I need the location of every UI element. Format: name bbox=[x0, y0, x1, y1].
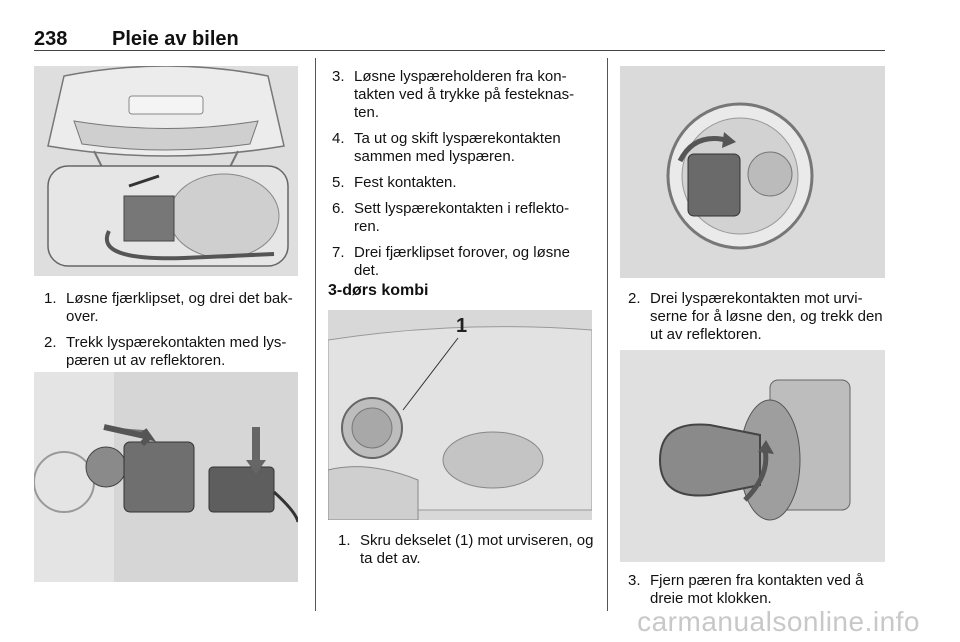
page-title: Pleie av bilen bbox=[112, 28, 239, 50]
list-item bbox=[332, 200, 594, 236]
steps-col2 bbox=[332, 68, 594, 288]
step-number: 6. bbox=[332, 200, 345, 217]
list-item bbox=[332, 130, 594, 166]
list-item bbox=[628, 290, 886, 344]
step-number: 2. bbox=[628, 290, 641, 307]
step-number: 1. bbox=[338, 532, 351, 549]
steps-col3 bbox=[628, 290, 886, 352]
steps-col2-b bbox=[338, 532, 594, 576]
header-rule bbox=[34, 50, 885, 51]
figure-bulb-connector-removal bbox=[34, 372, 298, 582]
list-item bbox=[332, 68, 594, 122]
step-text: Løsne fjærklipset, og drei det bak-over. bbox=[66, 290, 293, 325]
step-text: Drei lyspærekontakten mot urvi-serne for å løsne den, og trekk den ut av reflektoren. bbox=[650, 290, 883, 343]
list-item bbox=[628, 572, 886, 608]
watermark: carmanualsonline.info bbox=[637, 606, 920, 637]
step-text: Sett lyspærekontakten i reflekto-ren. bbox=[354, 200, 570, 235]
steps-col1 bbox=[44, 290, 300, 378]
list-item bbox=[332, 244, 594, 280]
step-text: Løsne lyspæreholderen fra kon-takten ved å trykke på festeknas-ten. bbox=[354, 68, 575, 121]
step-text: Ta ut og skift lyspærekontakten sammen med lyspæren. bbox=[354, 130, 561, 165]
step-number: 5. bbox=[332, 174, 345, 191]
step-text: Fjern pæren fra kontakten ved å dreie mot klokken. bbox=[650, 572, 864, 607]
list-item bbox=[332, 174, 594, 192]
figure-bulb-socket-rotate bbox=[620, 66, 885, 278]
figure-callout: 1 bbox=[456, 315, 468, 337]
figure-bulb-removal bbox=[620, 350, 885, 562]
step-number: 2. bbox=[44, 334, 57, 351]
step-number: 4. bbox=[332, 130, 345, 147]
figure-headlamp-cover bbox=[328, 310, 592, 520]
step-number: 7. bbox=[332, 244, 345, 261]
list-item bbox=[44, 290, 300, 326]
column-divider-2 bbox=[607, 58, 608, 611]
column-divider-1 bbox=[315, 58, 316, 611]
step-number: 1. bbox=[44, 290, 57, 307]
page-number: 238 bbox=[34, 28, 68, 50]
figure-car-front-headlamp bbox=[34, 66, 298, 276]
step-text: Fest kontakten. bbox=[354, 174, 457, 191]
step-text: Trekk lyspærekontakten med lys-pæren ut av reflektoren. bbox=[66, 334, 287, 369]
list-item bbox=[338, 532, 594, 568]
step-number: 3. bbox=[628, 572, 641, 589]
step-text: Drei fjærklipset forover, og løsne det. bbox=[354, 244, 570, 279]
section-heading: 3-dørs kombi bbox=[328, 282, 429, 299]
step-text: Skru dekselet (1) mot urviseren, og ta det av. bbox=[360, 532, 594, 567]
step-number: 3. bbox=[332, 68, 345, 85]
list-item bbox=[44, 334, 300, 370]
